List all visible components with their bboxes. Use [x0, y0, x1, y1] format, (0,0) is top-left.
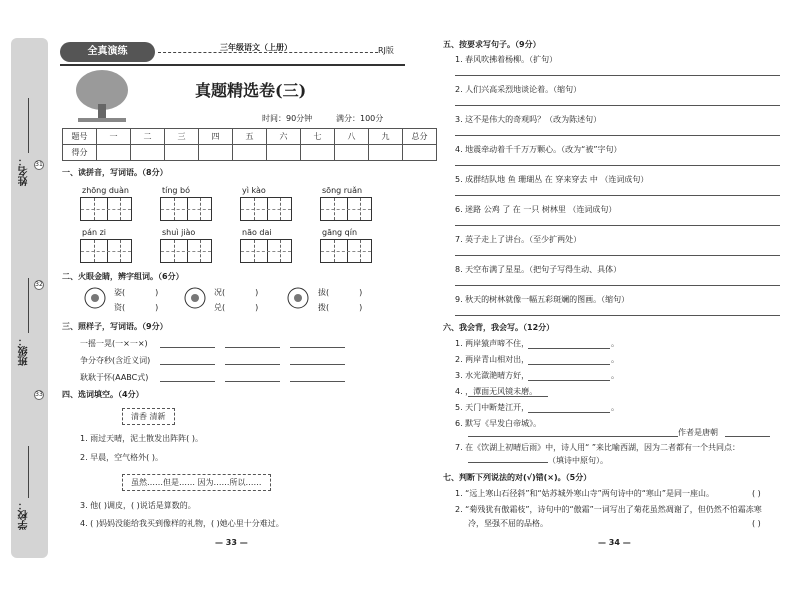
- section-1-title: 一、读拼音，写词语。（8分）: [62, 168, 168, 177]
- rewrite-item: 5. 成群结队地 鱼 珊瑚丛 在 穿来穿去 中 （连词成句）: [455, 175, 649, 184]
- grade-subject: 三年级语文（上册）: [220, 43, 292, 52]
- poem-line: 7. 在《饮湖上初晴后雨》中，诗人用“ ”来比喻西湖，因为二者都有一个共同点：: [455, 443, 741, 452]
- rewrite-item: 3. 这不是伟大的奇观吗？（改为陈述句）: [455, 115, 602, 124]
- char-pair[interactable]: 资( ): [114, 303, 159, 312]
- pinyin-label: yì kào: [242, 186, 266, 195]
- answer-line[interactable]: [225, 364, 280, 365]
- section-4-title: 四、选词填空。（4分）: [62, 390, 144, 399]
- poem-line: 1. 两岸猿声啼不住，: [455, 339, 530, 348]
- binding-hole: 32: [35, 281, 43, 288]
- answer-line[interactable]: [455, 165, 780, 166]
- poem-line: 6. 默写《早发白帝城》。: [455, 419, 542, 428]
- answer-line[interactable]: [455, 225, 780, 226]
- table-row: [63, 145, 437, 161]
- section-7-title: 七、判断下列说法的对(√)错(×)。（5分）: [443, 473, 592, 482]
- answer-line[interactable]: [528, 412, 610, 413]
- writing-grid[interactable]: [240, 197, 292, 221]
- page-header: [60, 40, 405, 66]
- binding-sidebar: [11, 38, 48, 558]
- grid-midline: [321, 209, 371, 210]
- poem-dot: 。: [611, 355, 619, 364]
- char-pair[interactable]: 拔( ): [318, 288, 363, 297]
- poem-line: （填诗中原句）。: [548, 456, 608, 465]
- class-line[interactable]: [28, 278, 29, 333]
- answer-line[interactable]: [528, 364, 610, 365]
- poem-dot: 。: [611, 339, 619, 348]
- poem-line: 5. 天门中断楚江开，: [455, 403, 530, 412]
- score-table: [62, 128, 437, 161]
- answer-line[interactable]: [455, 285, 780, 286]
- rewrite-item: 8. 天空布满了星星。（把句子写得生动、具体）: [455, 265, 622, 274]
- school-line[interactable]: [28, 446, 29, 498]
- example-item: 耿耿于怀(AABC式): [80, 373, 149, 382]
- example-item: 争分夺秒(含近义词): [80, 356, 151, 365]
- rewrite-item: 4. 地震牵动着千千万万颗心。（改为“被”字句）: [455, 145, 622, 154]
- score-cell[interactable]: [369, 145, 403, 161]
- word-box: 清香 清新: [122, 408, 175, 425]
- table-cell: 题号: [63, 129, 97, 145]
- poem-line: 作者是唐朝: [678, 428, 718, 437]
- answer-line[interactable]: [468, 396, 548, 397]
- answer-line[interactable]: [290, 364, 345, 365]
- fill-question[interactable]: 4. ( )妈妈没能给我买到像样的礼物，( )她心里十分难过。: [80, 519, 284, 528]
- writing-grid[interactable]: [320, 197, 372, 221]
- rewrite-item: 6. 迷路 公鸡 了 在 一只 树林里 （连词成句）: [455, 205, 617, 214]
- score-cell[interactable]: [199, 145, 233, 161]
- table-cell: 五: [233, 129, 267, 145]
- char-pair[interactable]: 兑( ): [214, 303, 259, 312]
- answer-line[interactable]: [160, 347, 215, 348]
- writing-grid[interactable]: [80, 197, 132, 221]
- grid-midline: [321, 251, 371, 252]
- pinyin-label: tíng bó: [162, 186, 191, 195]
- char-pair[interactable]: 况( ): [214, 288, 259, 297]
- judge-answer[interactable]: ( ): [752, 489, 761, 498]
- name-line[interactable]: [28, 98, 29, 153]
- pinyin-label: shuì jiào: [162, 228, 196, 237]
- char-pair[interactable]: 姿( ): [114, 288, 159, 297]
- answer-line[interactable]: [455, 135, 780, 136]
- judge-answer[interactable]: ( ): [752, 519, 761, 528]
- score-cell[interactable]: [403, 145, 437, 161]
- table-cell: 七: [301, 129, 335, 145]
- edition-label: RJ版: [378, 46, 394, 55]
- score-label: 满分：100分: [336, 114, 384, 123]
- pinyin-label: não dai: [242, 228, 272, 237]
- poem-dot: 。: [611, 403, 619, 412]
- writing-grid[interactable]: [160, 197, 212, 221]
- table-cell: 三: [165, 129, 199, 145]
- answer-line[interactable]: [225, 347, 280, 348]
- fill-question[interactable]: 1. 雨过天晴，泥土散发出阵阵( )。: [80, 434, 203, 443]
- answer-line[interactable]: [725, 436, 770, 437]
- rewrite-item: 2. 人们兴高采烈地谈论着。（缩句）: [455, 85, 582, 94]
- answer-line[interactable]: [528, 348, 610, 349]
- answer-line[interactable]: [455, 255, 780, 256]
- score-cell[interactable]: [267, 145, 301, 161]
- table-cell: 六: [267, 129, 301, 145]
- score-cell[interactable]: [301, 145, 335, 161]
- answer-line[interactable]: [225, 381, 280, 382]
- score-cell[interactable]: [335, 145, 369, 161]
- poem-line: 4. ，潭面无风镜未磨。: [455, 387, 538, 396]
- section-5-title: 五、按要求写句子。（9分）: [443, 40, 541, 49]
- rewrite-item: 9. 秋天的树林就像一幅五彩斑斓的图画。（缩句）: [455, 295, 630, 304]
- rewrite-item: 7. 英子走上了讲台。（至少扩两处）: [455, 235, 582, 244]
- poem-dot: 。: [611, 371, 619, 380]
- answer-line[interactable]: [160, 381, 215, 382]
- table-cell: 一: [97, 129, 131, 145]
- grid-midline: [81, 251, 131, 252]
- table-cell: 八: [335, 129, 369, 145]
- page-number: — 34 —: [598, 538, 631, 547]
- pinyin-label: gāng qín: [322, 228, 358, 237]
- flower-icon: [180, 285, 210, 311]
- answer-line[interactable]: [468, 462, 548, 463]
- answer-line[interactable]: [160, 364, 215, 365]
- example-item: 一摇一晃(一×一×): [80, 339, 148, 348]
- poem-line: 2. 两岸青山相对出，: [455, 355, 530, 364]
- table-cell: 得分: [63, 145, 97, 161]
- grid-midline: [81, 209, 131, 210]
- writing-grid[interactable]: [80, 239, 132, 263]
- judge-item: 2. “菊残犹有傲霜枝”，诗句中的“傲霜”一词写出了菊花虽然凋谢了，但仍然不怕霜冻寒: [455, 505, 762, 514]
- pinyin-label: pán zi: [82, 228, 107, 237]
- binding-hole: 31: [35, 161, 43, 168]
- exam-title: 真题精选卷(三): [195, 81, 307, 100]
- poem-line: 3. 水光潋滟晴方好，: [455, 371, 530, 380]
- table-cell: 总分: [403, 129, 437, 145]
- answer-line[interactable]: [468, 436, 678, 437]
- section-3-title: 三、照样子，写词语。（9分）: [62, 322, 168, 331]
- score-cell[interactable]: [97, 145, 131, 161]
- grid-midline: [161, 251, 211, 252]
- fill-question[interactable]: 3. 他( )调皮，( )说话是算数的。: [80, 501, 196, 510]
- flower-icon: [80, 285, 110, 311]
- score-cell[interactable]: [131, 145, 165, 161]
- table-cell: 二: [131, 129, 165, 145]
- grid-midline: [241, 209, 291, 210]
- grid-midline: [241, 251, 291, 252]
- score-cell[interactable]: [165, 145, 199, 161]
- answer-line[interactable]: [290, 381, 345, 382]
- answer-line[interactable]: [455, 75, 780, 76]
- section-6-title: 六、我会背，我会写。（12分）: [443, 323, 555, 332]
- school-label: 学校：: [19, 500, 30, 530]
- answer-line[interactable]: [455, 195, 780, 196]
- answer-line[interactable]: [455, 315, 780, 316]
- time-label: 时间：90分钟: [262, 114, 313, 123]
- table-cell: 四: [199, 129, 233, 145]
- pinyin-label: sōng ruǎn: [322, 186, 363, 195]
- writing-grid[interactable]: [160, 239, 212, 263]
- score-cell[interactable]: [233, 145, 267, 161]
- answer-line[interactable]: [290, 347, 345, 348]
- section-2-title: 二、火眼金睛，辨字组词。（6分）: [62, 272, 184, 281]
- tree-illustration: [72, 68, 132, 124]
- page-number: — 33 —: [215, 538, 248, 547]
- table-row: [63, 129, 437, 145]
- char-pair[interactable]: 拨( ): [318, 303, 363, 312]
- fill-question[interactable]: 2. 早晨，空气格外( )。: [80, 453, 163, 462]
- binding-hole: 33: [35, 391, 43, 398]
- judge-item: 冷，坚强不屈的品格。: [468, 519, 548, 528]
- judge-item: 1. “远上寒山石径斜”和“姑苏城外寒山寺”两句诗中的“寒山”是同一座山。: [455, 489, 715, 498]
- grid-midline: [161, 209, 211, 210]
- writing-grid[interactable]: [320, 239, 372, 263]
- table-cell: 九: [369, 129, 403, 145]
- rewrite-item: 1. 春风吹拂着杨柳。（扩句）: [455, 55, 558, 64]
- name-label: 姓名：: [19, 156, 30, 186]
- header-rule: [60, 64, 405, 66]
- answer-line[interactable]: [528, 380, 610, 381]
- answer-line[interactable]: [455, 105, 780, 106]
- pinyin-label: zhōng duàn: [82, 186, 129, 195]
- flower-icon: [283, 285, 313, 311]
- word-box: 虽然……但是…… 因为……所以……: [122, 474, 271, 491]
- logo-badge: 全真演练: [60, 42, 155, 62]
- writing-grid[interactable]: [240, 239, 292, 263]
- class-label: 班级：: [19, 336, 30, 366]
